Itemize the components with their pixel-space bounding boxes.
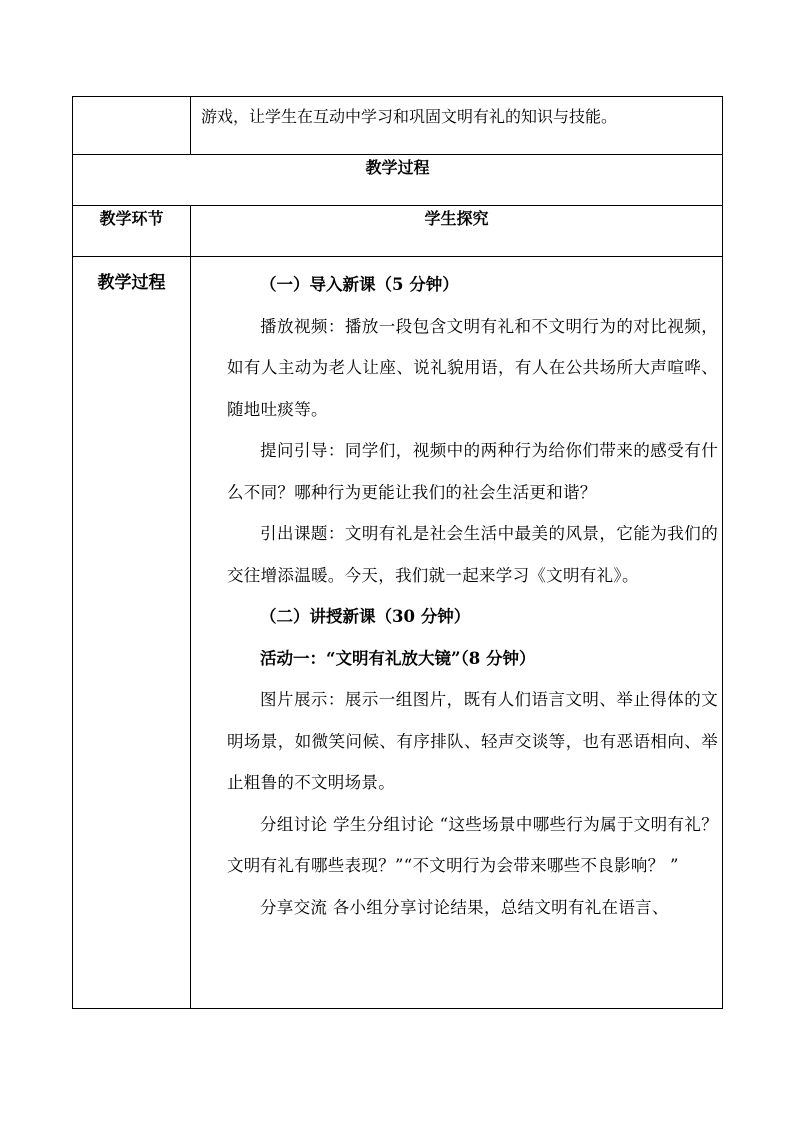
continued-row-right-cell	[191, 97, 723, 155]
body-content	[227, 257, 718, 928]
process-title: 教学过程	[73, 155, 723, 206]
body-left-label: 教学过程	[73, 257, 191, 1009]
continued-row-left-cell	[73, 97, 191, 155]
body-row	[73, 257, 723, 1009]
section-heading: （二）讲授新课（30 分钟）	[260, 607, 471, 626]
section-heading: （一）导入新课（5 分钟）	[260, 275, 459, 294]
header-row	[73, 206, 723, 257]
header-left-label: 教学环节	[73, 206, 191, 257]
body-paragraph: 图片展示：展示一组图片，既有人们语言文明、举止得体的文明场景，如微笑问候、有序排队、轻声交谈等，也有恶语相向、举止粗鲁的不文明场景。	[227, 690, 718, 792]
body-paragraph: 播放视频：播放一段包含文明有礼和不文明行为的对比视频，如有人主动为老人让座、说礼貌用语，有人在公共场所大声喧哗、随地吐痰等。	[227, 316, 718, 419]
body-paragraph: 引出课题：文明有礼是社会生活中最美的风景，它能为我们的交往增添温暖。今天，我们就一起来学习《文明有礼》。	[227, 524, 718, 585]
body-paragraph: 分享交流 各小组分享讨论结果，总结文明有礼在语言、	[260, 897, 669, 917]
lesson-plan-table	[72, 96, 723, 1009]
body-paragraph: 提问引导：同学们，视频中的两种行为给你们带来的感受有什么不同？哪种行为更能让我们的社会生活更和谐？	[227, 441, 718, 502]
activity-heading: 活动一：“文明有礼放大镜”（8 分钟）	[260, 648, 536, 668]
process-title-row	[73, 155, 723, 206]
continued-row	[73, 97, 723, 155]
continued-text: 游戏，让学生在互动中学习和巩固文明有礼的知识与技能。	[201, 107, 618, 126]
header-right-label: 学生探究	[191, 206, 723, 257]
body-paragraph: 分组讨论 学生分组讨论 “这些场景中哪些行为属于文明有礼？文明有礼有哪些表现？”“不文明行为会带来哪些不良影响？ ”	[227, 814, 718, 875]
body-content-cell	[191, 257, 723, 1009]
